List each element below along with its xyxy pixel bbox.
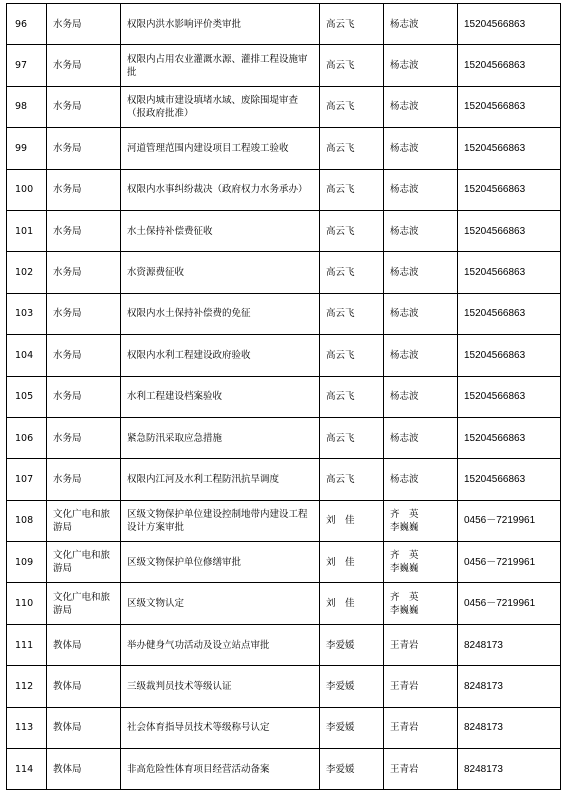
contact-person-name: 齐 英 (390, 591, 419, 603)
row-number-cell: 114 (7, 749, 47, 790)
phone-cell: 15204566863 (458, 128, 561, 169)
table-row (7, 335, 561, 376)
row-number-cell: 99 (7, 128, 47, 169)
phone-cell: 15204566863 (458, 169, 561, 210)
contact-person-name: 齐 英 (390, 550, 419, 562)
responsible-person-cell: 高云飞 (320, 4, 384, 45)
department-cell: 水务局 (47, 459, 121, 500)
row-number-cell: 102 (7, 252, 47, 293)
row-number-cell: 96 (7, 4, 47, 45)
phone-cell: 0456－7219961 (458, 500, 561, 541)
row-number-cell: 103 (7, 293, 47, 334)
item-cell: 权限内水事纠纷裁决（政府权力水务承办） (121, 169, 320, 210)
department-cell: 水务局 (47, 335, 121, 376)
contact-person-cell (384, 376, 458, 417)
phone-cell: 15204566863 (458, 45, 561, 86)
contact-person-name: 杨志波 (390, 225, 419, 237)
phone-cell: 0456－7219961 (458, 583, 561, 624)
contact-person-name: 杨志波 (390, 18, 419, 30)
row-number-cell: 101 (7, 210, 47, 251)
contact-person-name: 杨志波 (390, 184, 419, 196)
phone-cell: 0456－7219961 (458, 542, 561, 583)
responsible-person-cell: 高云飞 (320, 210, 384, 251)
contact-person-cell (384, 45, 458, 86)
department-cell: 水务局 (47, 86, 121, 127)
responsible-person-cell: 李爱媛 (320, 624, 384, 665)
contact-person-cell (384, 169, 458, 210)
department-cell: 文化广电和旅游局 (47, 500, 121, 541)
contact-person-name-2: 李巍巍 (390, 604, 419, 616)
responsible-person-cell: 刘 佳 (320, 583, 384, 624)
department-cell: 水务局 (47, 210, 121, 251)
contact-person-cell (384, 4, 458, 45)
item-cell: 水资源费征收 (121, 252, 320, 293)
contact-person-cell (384, 666, 458, 707)
responsible-person-cell: 高云飞 (320, 293, 384, 334)
phone-cell: 15204566863 (458, 4, 561, 45)
contact-person-cell (384, 128, 458, 169)
contact-person-name: 王青岩 (390, 680, 419, 692)
responsible-person-cell: 高云飞 (320, 459, 384, 500)
phone-cell: 8248173 (458, 624, 561, 665)
contact-person-name: 王青岩 (390, 763, 419, 775)
contact-person-cell (384, 252, 458, 293)
department-cell: 文化广电和旅游局 (47, 542, 121, 583)
item-cell: 三级裁判员技术等级认证 (121, 666, 320, 707)
item-cell: 水利工程建设档案验收 (121, 376, 320, 417)
responsible-person-cell: 高云飞 (320, 335, 384, 376)
responsible-person-cell: 高云飞 (320, 128, 384, 169)
responsible-person-cell: 高云飞 (320, 252, 384, 293)
table-row (7, 293, 561, 334)
phone-cell: 15204566863 (458, 459, 561, 500)
row-number-cell: 110 (7, 583, 47, 624)
phone-cell: 15204566863 (458, 376, 561, 417)
contact-person-cell (384, 583, 458, 624)
responsible-person-cell: 李爱媛 (320, 707, 384, 748)
phone-cell: 15204566863 (458, 417, 561, 458)
department-cell: 水务局 (47, 169, 121, 210)
item-cell: 权限内江河及水利工程防汛抗旱调度 (121, 459, 320, 500)
table-row (7, 417, 561, 458)
contact-person-name: 杨志波 (390, 391, 419, 403)
responsible-person-cell: 李爱媛 (320, 749, 384, 790)
item-cell: 社会体育指导员技术等级称号认定 (121, 707, 320, 748)
row-number-cell: 111 (7, 624, 47, 665)
table-row (7, 45, 561, 86)
contact-person-name: 王青岩 (390, 639, 419, 651)
department-cell: 水务局 (47, 252, 121, 293)
department-cell: 教体局 (47, 666, 121, 707)
contact-person-name: 杨志波 (390, 308, 419, 320)
row-number-cell: 113 (7, 707, 47, 748)
phone-cell: 15204566863 (458, 252, 561, 293)
contact-person-cell (384, 542, 458, 583)
table-row (7, 210, 561, 251)
contact-person-name: 杨志波 (390, 267, 419, 279)
item-cell: 权限内水土保持补偿费的免征 (121, 293, 320, 334)
row-number-cell: 97 (7, 45, 47, 86)
item-cell: 权限内洪水影响评价类审批 (121, 4, 320, 45)
table-row (7, 542, 561, 583)
department-cell: 文化广电和旅游局 (47, 583, 121, 624)
contact-person-name: 杨志波 (390, 473, 419, 485)
responsible-person-cell: 高云飞 (320, 45, 384, 86)
item-cell: 举办健身气功活动及设立站点审批 (121, 624, 320, 665)
table-body (7, 4, 561, 790)
table-row (7, 169, 561, 210)
table-row (7, 86, 561, 127)
table-row (7, 459, 561, 500)
department-cell: 教体局 (47, 749, 121, 790)
row-number-cell: 104 (7, 335, 47, 376)
item-cell: 河道管理范围内建设项目工程竣工验收 (121, 128, 320, 169)
row-number-cell: 100 (7, 169, 47, 210)
contact-person-cell (384, 417, 458, 458)
department-cell: 教体局 (47, 707, 121, 748)
department-cell: 水务局 (47, 128, 121, 169)
contact-person-name: 杨志波 (390, 101, 419, 113)
phone-cell: 8248173 (458, 749, 561, 790)
item-cell: 区级文物认定 (121, 583, 320, 624)
phone-cell: 15204566863 (458, 293, 561, 334)
contact-person-cell (384, 459, 458, 500)
responsible-person-cell: 刘 佳 (320, 500, 384, 541)
contact-person-cell (384, 624, 458, 665)
table-row (7, 376, 561, 417)
item-cell: 区级文物保护单位修缮审批 (121, 542, 320, 583)
responsible-person-cell: 高云飞 (320, 169, 384, 210)
department-cell: 水务局 (47, 293, 121, 334)
responsible-person-cell: 刘 佳 (320, 542, 384, 583)
contact-person-cell (384, 86, 458, 127)
responsible-person-cell: 高云飞 (320, 376, 384, 417)
department-cell: 水务局 (47, 417, 121, 458)
contact-person-name: 杨志波 (390, 432, 419, 444)
contact-person-cell (384, 210, 458, 251)
table-row (7, 252, 561, 293)
table-row (7, 583, 561, 624)
department-cell: 水务局 (47, 45, 121, 86)
table-row (7, 624, 561, 665)
row-number-cell: 106 (7, 417, 47, 458)
contact-person-name: 杨志波 (390, 60, 419, 72)
item-cell: 权限内占用农业灌溉水源、灌排工程设施审批 (121, 45, 320, 86)
contact-person-name-2: 李巍巍 (390, 563, 419, 575)
table-row (7, 749, 561, 790)
item-cell: 水土保持补偿费征收 (121, 210, 320, 251)
contact-person-cell (384, 707, 458, 748)
phone-cell: 15204566863 (458, 335, 561, 376)
department-cell: 水务局 (47, 4, 121, 45)
responsible-person-cell: 高云飞 (320, 86, 384, 127)
contact-person-cell (384, 335, 458, 376)
duty-table (6, 3, 561, 790)
contact-person-cell (384, 749, 458, 790)
contact-person-name: 王青岩 (390, 722, 419, 734)
department-cell: 教体局 (47, 624, 121, 665)
contact-person-cell (384, 293, 458, 334)
phone-cell: 15204566863 (458, 86, 561, 127)
row-number-cell: 109 (7, 542, 47, 583)
table-row (7, 666, 561, 707)
contact-person-name-2: 李巍巍 (390, 521, 419, 533)
phone-cell: 8248173 (458, 666, 561, 707)
row-number-cell: 107 (7, 459, 47, 500)
table-row (7, 500, 561, 541)
item-cell: 权限内水利工程建设政府验收 (121, 335, 320, 376)
contact-person-cell (384, 500, 458, 541)
table-row (7, 4, 561, 45)
item-cell: 区级文物保护单位建设控制地带内建设工程设计方案审批 (121, 500, 320, 541)
row-number-cell: 112 (7, 666, 47, 707)
table-row (7, 128, 561, 169)
contact-person-name: 齐 英 (390, 508, 419, 520)
row-number-cell: 108 (7, 500, 47, 541)
item-cell: 非高危险性体育项目经营活动备案 (121, 749, 320, 790)
table-row (7, 707, 561, 748)
phone-cell: 15204566863 (458, 210, 561, 251)
department-cell: 水务局 (47, 376, 121, 417)
responsible-person-cell: 高云飞 (320, 417, 384, 458)
item-cell: 权限内城市建设填堵水域、废除围堤审查（报政府批准） (121, 86, 320, 127)
phone-cell: 8248173 (458, 707, 561, 748)
responsible-person-cell: 李爱媛 (320, 666, 384, 707)
contact-person-name: 杨志波 (390, 349, 419, 361)
row-number-cell: 105 (7, 376, 47, 417)
row-number-cell: 98 (7, 86, 47, 127)
item-cell: 紧急防汛采取应急措施 (121, 417, 320, 458)
contact-person-name: 杨志波 (390, 142, 419, 154)
